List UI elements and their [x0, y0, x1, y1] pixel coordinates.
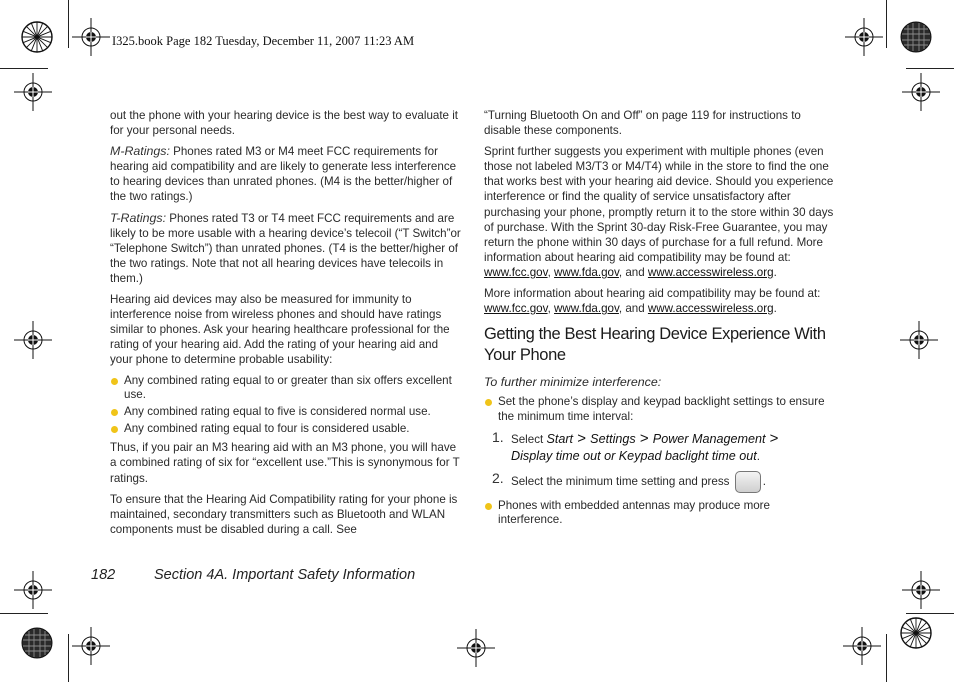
list-item: Any combined rating equal to four is considered usable.	[110, 422, 462, 436]
step-1	[484, 430, 834, 465]
step-number: 2.	[492, 469, 504, 486]
chevron-right-icon: >	[635, 429, 653, 447]
fda-link[interactable]: www.fda.gov	[554, 302, 619, 316]
crop-line	[68, 634, 69, 682]
crop-line	[886, 634, 887, 682]
continued-paragraph: “Turning Bluetooth On and Off” on page 119 for instructions to disable these components.	[484, 109, 801, 138]
registration-mark-icon	[14, 321, 52, 359]
section-heading: Getting the Best Hearing Device Experience With Your Phone	[484, 325, 826, 365]
t-ratings-paragraph	[110, 211, 462, 286]
m-ratings-label: M-Ratings:	[110, 144, 170, 159]
registration-mark-icon	[902, 73, 940, 111]
list-item: Phones with embedded antennas may produce more interference.	[484, 499, 834, 527]
page-number: 182	[91, 567, 116, 583]
starburst-target-icon	[21, 21, 53, 53]
t-ratings-text: Phones rated T3 or T4 meet FCC requirements and are likely to be more usable with a hearing device’s telecoil (“T Switch”or “Telephone Switch”) than unrated phones. (T4 is the better/higher of the two ratings. Note that not all hearing devices have telecoils in them.)	[110, 211, 461, 285]
sub-heading: To further minimize interference:	[484, 375, 662, 390]
section-footer: Section 4A. Important Safety Information	[154, 567, 416, 583]
fda-link[interactable]: www.fda.gov	[554, 265, 619, 279]
rating-list	[110, 374, 462, 437]
step-number: 1.	[492, 428, 504, 445]
fcc-link[interactable]: www.fcc.gov	[484, 302, 548, 316]
right-column	[484, 108, 834, 531]
separator: , and	[618, 265, 648, 279]
separator: ,	[547, 302, 555, 316]
crop-line	[906, 68, 954, 69]
tips-list	[484, 395, 834, 423]
sprint-text: Sprint further suggests you experiment with multiple phones (even those not labeled M3/T3 or M4/T4) while in the store to find the one that works best with your hearing aid device. Should you experience interference or find the quality of service unsatisfactory after purchasing your phone, promptly return it to the store within 30 days of purchase. With the Sprint 30-day Risk-Free Guarantee, you may return the phone within 30 days of purchase for a full refund. More information about hearing aid compatibility may be found at:	[484, 145, 834, 264]
registration-mark-icon	[845, 18, 883, 56]
intro-paragraph: out the phone with your hearing device is the best way to evaluate it for your personal needs.	[110, 109, 459, 138]
accesswireless-link[interactable]: www.accesswireless.org	[647, 265, 774, 279]
menu-path-power: Power Management	[652, 431, 766, 446]
registration-mark-icon	[14, 571, 52, 609]
sprint-paragraph	[484, 144, 834, 280]
chevron-right-icon: >	[765, 429, 779, 447]
crop-line	[886, 0, 887, 48]
more-info-text: More information about hearing aid compatibility may be found at:	[484, 287, 821, 301]
thus-paragraph: Thus, if you pair an M3 hearing aid with an M3 phone, you will have a combined rating of six for “excellent use.”This is synonymous for T ratings.	[110, 441, 460, 485]
accesswireless-link[interactable]: www.accesswireless.org	[647, 302, 774, 316]
registration-mark-icon	[902, 571, 940, 609]
tips-list	[484, 499, 834, 527]
fcc-link[interactable]: www.fcc.gov	[484, 265, 548, 279]
starburst-target-icon	[900, 617, 932, 649]
step-text: Select	[511, 432, 547, 446]
print-slug: I325.book Page 182 Tuesday, December 11, 2007 11:23 AM	[112, 34, 415, 48]
menu-path-display: Display time out or Keypad baclight time out	[511, 448, 757, 463]
chevron-right-icon: >	[573, 429, 591, 447]
list-item: Any combined rating equal to or greater than six offers excellent use.	[110, 374, 462, 402]
grid-target-icon	[900, 21, 932, 53]
separator: .	[762, 474, 766, 488]
ok-key-icon	[735, 471, 761, 493]
registration-mark-icon	[72, 627, 110, 665]
separator: .	[756, 449, 760, 463]
m-ratings-paragraph	[110, 144, 462, 204]
t-ratings-label: T-Ratings:	[110, 210, 167, 225]
separator: .	[773, 302, 777, 316]
menu-path-start: Start	[546, 431, 574, 446]
list-item: Set the phone’s display and keypad backlight settings to ensure the minimum time interval:	[484, 395, 834, 423]
immunity-paragraph: Hearing aid devices may also be measured for immunity to interference noise from wireless phones and should have ratings similar to phones. Ask your hearing healthcare professional for the rating of your hearing aid. Add the rating of your hearing aid and your phone to determine probable usability:	[110, 293, 450, 367]
list-item: Any combined rating equal to five is considered normal use.	[110, 405, 462, 419]
separator: ,	[547, 265, 555, 279]
menu-path-settings: Settings	[590, 431, 636, 446]
separator: , and	[618, 302, 648, 316]
registration-mark-icon	[457, 629, 495, 667]
registration-mark-icon	[72, 18, 110, 56]
crop-line	[68, 0, 69, 48]
m-ratings-text: Phones rated M3 or M4 meet FCC requirements for hearing aid compatibility and are likely to generate less interference to hearing devices than unrated phones. (M4 is the better/higher of the two ratings.)	[110, 145, 457, 204]
separator: .	[773, 265, 777, 279]
more-info-paragraph	[484, 286, 834, 316]
left-column	[110, 108, 462, 543]
crop-line	[0, 68, 48, 69]
step-2	[484, 471, 834, 493]
ensure-paragraph: To ensure that the Hearing Aid Compatibility rating for your phone is maintained, secondary transmitters such as Bluetooth and WLAN components must be disabled during a call. See	[110, 492, 458, 536]
registration-mark-icon	[14, 73, 52, 111]
registration-mark-icon	[843, 627, 881, 665]
grid-target-icon	[21, 627, 53, 659]
crop-line	[0, 613, 48, 614]
step-text: Select the minimum time setting and press	[511, 474, 730, 488]
crop-line	[906, 613, 954, 614]
registration-mark-icon	[900, 321, 938, 359]
